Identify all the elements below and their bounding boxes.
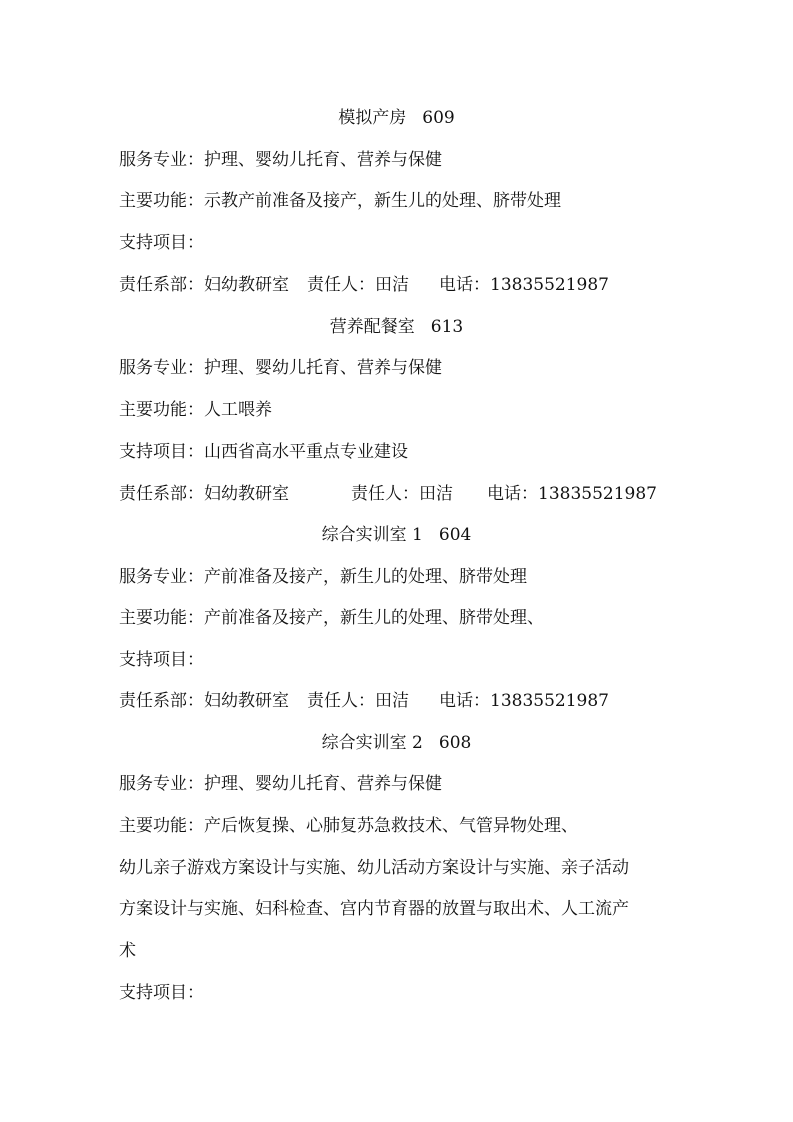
main-functions: 主要功能：示教产前准备及接产，新生儿的处理、脐带处理 [119, 191, 561, 211]
support-projects: 支持项目： [119, 233, 204, 253]
service-majors: 服务专业：护理、婴幼儿托育、营养与保健 [119, 358, 442, 378]
phone: 电话：13835521987 [439, 275, 609, 295]
room-number: 613 [430, 317, 464, 337]
responsible-person: 责任人：田洁 [307, 691, 409, 711]
support-projects: 支持项目：山西省高水平重点专业建设 [119, 442, 408, 462]
main-functions: 主要功能：产后恢复操、心肺复苏急救技术、气管异物处理、 [119, 816, 578, 836]
support-projects: 支持项目： [119, 650, 204, 670]
phone: 电话：13835521987 [439, 691, 609, 711]
phone: 电话：13835521987 [487, 484, 657, 504]
main-functions-continued: 方案设计与实施、妇科检查、宫内节育器的放置与取出术、人工流产 [119, 899, 629, 919]
room-title [0, 732, 793, 754]
room-title [0, 107, 793, 129]
room-name: 综合实训室 1 [321, 525, 423, 545]
room-title [0, 316, 793, 338]
main-functions-continued: 幼儿亲子游戏方案设计与实施、幼儿活动方案设计与实施、亲子活动 [119, 858, 629, 878]
support-projects: 支持项目： [119, 983, 204, 1003]
room-name: 模拟产房 [338, 108, 407, 128]
responsibility-line [119, 690, 609, 712]
room-title [0, 524, 793, 546]
responsible-dept: 责任系部：妇幼教研室 [119, 691, 289, 711]
service-majors: 服务专业：护理、婴幼儿托育、营养与保健 [119, 150, 442, 170]
room-number: 604 [438, 525, 472, 545]
responsible-dept: 责任系部：妇幼教研室 [119, 484, 289, 504]
responsibility-line [119, 483, 657, 505]
room-name: 营养配餐室 [329, 317, 415, 337]
responsible-dept: 责任系部：妇幼教研室 [119, 275, 289, 295]
main-functions-continued: 术 [119, 941, 136, 961]
service-majors: 服务专业：护理、婴幼儿托育、营养与保健 [119, 774, 442, 794]
main-functions: 主要功能：产前准备及接产，新生儿的处理、脐带处理、 [119, 608, 544, 628]
responsible-person: 责任人：田洁 [351, 484, 453, 504]
room-number: 608 [438, 733, 472, 753]
room-number: 609 [422, 108, 455, 128]
responsible-person: 责任人：田洁 [307, 275, 409, 295]
room-name: 综合实训室 2 [321, 733, 423, 753]
responsibility-line [119, 274, 609, 296]
service-majors: 服务专业：产前准备及接产，新生儿的处理、脐带处理 [119, 567, 527, 587]
main-functions: 主要功能：人工喂养 [119, 400, 272, 420]
